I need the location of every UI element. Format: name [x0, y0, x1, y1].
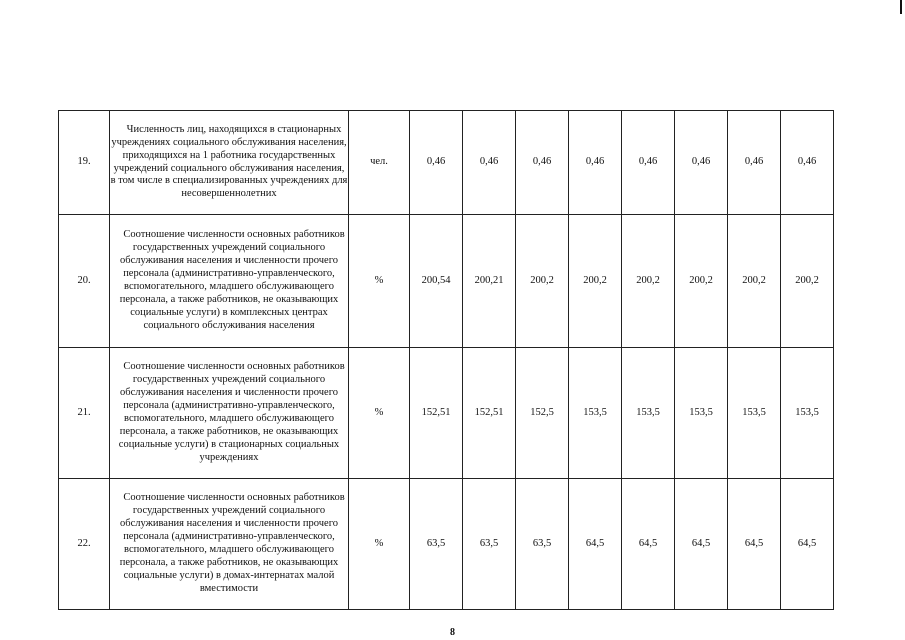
row-description-text: Соотношение численности основных работников государственных учреждений социального обслуживания населения и численности прочего персонала (административно-управленческого, вспомогательного, младшего обслуживающего персонала, а также работников, не оказывающих социальные услуги) в домах-интернатах малой вместимости: [119, 492, 345, 594]
row-value: 200,2: [675, 215, 728, 348]
row-description-text: Численность лиц, находящихся в стационарных учреждениях социального обслуживания населения, приходящихся на 1 работника государственных учреждений социального обслуживания населения, в том числе в специализированных учреждениях для несовершеннолетних: [110, 123, 348, 200]
row-number: 19.: [59, 111, 110, 215]
row-value: 200,2: [781, 215, 834, 348]
row-value: 153,5: [781, 348, 834, 479]
row-value: 63,5: [516, 479, 569, 610]
row-value: 200,2: [622, 215, 675, 348]
row-value: 200,54: [410, 215, 463, 348]
table-row: [59, 479, 834, 610]
row-description-text: Соотношение численности основных работников государственных учреждений социального обслуживания населения и численности прочего персонала (административно-управленческого, вспомогательного, младшего обслуживающего персонала, а также работников, не оказывающих социальные услуги) в комплексных центрах социального обслуживания населения: [119, 229, 345, 331]
row-value: 0,46: [516, 111, 569, 215]
row-description: [110, 111, 349, 215]
row-value: 0,46: [569, 111, 622, 215]
row-description-text: Соотношение численности основных работников государственных учреждений социального обслуживания населения и численности прочего персонала (административно-управленческого, вспомогательного, младшего обслуживающего персонала, а также работников, не оказывающих социальные услуги) в стационарных социальных учреждениях: [118, 361, 345, 463]
row-value: 152,51: [463, 348, 516, 479]
row-number: 20.: [59, 215, 110, 348]
row-unit: %: [349, 215, 410, 348]
row-number: 21.: [59, 348, 110, 479]
row-value: 0,46: [622, 111, 675, 215]
row-value: 64,5: [675, 479, 728, 610]
row-unit: чел.: [349, 111, 410, 215]
page-number: 8: [450, 627, 455, 638]
row-value: 63,5: [410, 479, 463, 610]
page-edge-mark: [900, 0, 902, 14]
row-number: 22.: [59, 479, 110, 610]
row-description: [110, 348, 349, 479]
row-value: 64,5: [622, 479, 675, 610]
row-value: 0,46: [410, 111, 463, 215]
row-value: 0,46: [781, 111, 834, 215]
table-row: [59, 348, 834, 479]
row-value: 153,5: [728, 348, 781, 479]
row-unit: %: [349, 479, 410, 610]
row-value: 200,2: [569, 215, 622, 348]
row-value: 153,5: [675, 348, 728, 479]
row-value: 152,5: [516, 348, 569, 479]
row-value: 63,5: [463, 479, 516, 610]
row-value: 200,2: [728, 215, 781, 348]
row-value: 0,46: [675, 111, 728, 215]
row-value: 152,51: [410, 348, 463, 479]
row-value: 200,21: [463, 215, 516, 348]
row-value: 153,5: [569, 348, 622, 479]
row-value: 153,5: [622, 348, 675, 479]
row-value: 64,5: [781, 479, 834, 610]
table-row: [59, 215, 834, 348]
table-row: [59, 111, 834, 215]
row-value: 0,46: [463, 111, 516, 215]
row-unit: %: [349, 348, 410, 479]
row-description: [110, 479, 349, 610]
row-value: 200,2: [516, 215, 569, 348]
indicator-table: [58, 110, 834, 610]
row-value: 64,5: [728, 479, 781, 610]
row-value: 64,5: [569, 479, 622, 610]
row-value: 0,46: [728, 111, 781, 215]
row-description: [110, 215, 349, 348]
